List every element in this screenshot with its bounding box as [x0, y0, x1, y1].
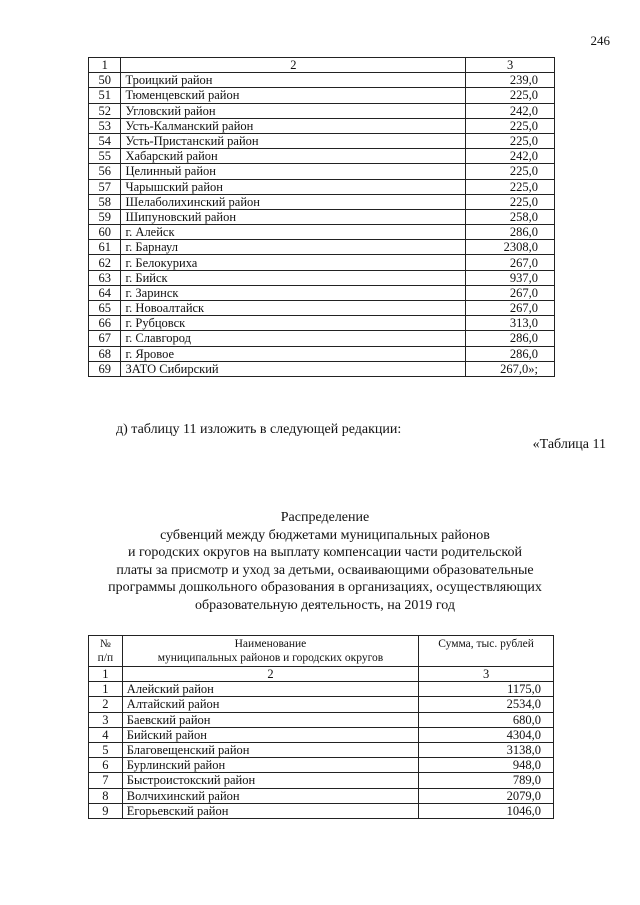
- row-name: Волчихинский район: [122, 788, 418, 803]
- row-name: Троицкий район: [121, 73, 466, 88]
- row-name: Целинный район: [121, 164, 466, 179]
- row-number: 52: [89, 103, 121, 118]
- row-name: Быстроистокский район: [122, 773, 418, 788]
- row-name: Баевский район: [122, 712, 418, 727]
- row-value: 258,0: [466, 209, 555, 224]
- header-text: муниципальных районов и городских округов: [157, 652, 384, 664]
- row-value: 242,0: [466, 149, 555, 164]
- table-row: [89, 255, 555, 270]
- row-number: 66: [89, 316, 121, 331]
- title-line: и городских округов на выплату компенсации части родительской: [128, 545, 522, 560]
- row-name: Угловский район: [121, 103, 466, 118]
- row-name: г. Славгород: [121, 331, 466, 346]
- column-number: 1: [89, 667, 123, 682]
- header-cell-name: [122, 636, 418, 667]
- title-line: программы дошкольного образования в организациях, осуществляющих: [108, 580, 542, 595]
- row-value: 267,0: [466, 255, 555, 270]
- row-name: г. Заринск: [121, 285, 466, 300]
- row-number: 2: [89, 697, 123, 712]
- row-number: 8: [89, 788, 123, 803]
- row-value: 313,0: [466, 316, 555, 331]
- table-header-row: [89, 636, 554, 667]
- header-text: №: [99, 638, 111, 650]
- row-number: 53: [89, 118, 121, 133]
- row-name: Алтайский район: [122, 697, 418, 712]
- table-row: [89, 773, 554, 788]
- table-row: [89, 209, 555, 224]
- row-value: 286,0: [466, 331, 555, 346]
- row-number: 60: [89, 225, 121, 240]
- row-value: 2308,0: [466, 240, 555, 255]
- header-text: п/п: [97, 652, 114, 664]
- row-value: 937,0: [466, 270, 555, 285]
- row-value: 267,0: [466, 285, 555, 300]
- row-name: Шелаболихинский район: [121, 194, 466, 209]
- table-row: [89, 697, 554, 712]
- row-number: 57: [89, 179, 121, 194]
- header-cell-amount: Сумма, тыс. рублей: [419, 636, 554, 667]
- row-value: 4304,0: [419, 727, 554, 742]
- row-name: Чарышский район: [121, 179, 466, 194]
- column-number-row: [89, 667, 554, 682]
- row-name: г. Яровое: [121, 346, 466, 361]
- row-value: 225,0: [466, 88, 555, 103]
- table-row: [89, 270, 555, 285]
- table-row: [89, 742, 554, 757]
- title-line: платы за присмотр и уход за детьми, осваивающими образовательные: [116, 562, 534, 578]
- row-number: 3: [89, 712, 123, 727]
- column-number: 2: [122, 667, 418, 682]
- row-number: 50: [89, 73, 121, 88]
- table-row: [89, 758, 554, 773]
- row-number: 69: [89, 361, 121, 376]
- row-value: 789,0: [419, 773, 554, 788]
- table-row: [89, 727, 554, 742]
- column-number: 1: [89, 58, 121, 73]
- table-row: [89, 149, 555, 164]
- column-number-row: [89, 58, 555, 73]
- distribution-table: [88, 635, 554, 819]
- row-number: 58: [89, 194, 121, 209]
- title-line: Распределение: [280, 510, 370, 525]
- header-cell-number: [89, 636, 123, 667]
- table-label: «Таблица 11: [532, 437, 606, 452]
- row-name: Алейский район: [122, 682, 418, 697]
- row-value: 225,0: [466, 118, 555, 133]
- row-name: Благовещенский район: [122, 742, 418, 757]
- row-value: 267,0»;: [466, 361, 555, 376]
- row-number: 55: [89, 149, 121, 164]
- row-value: 2534,0: [419, 697, 554, 712]
- row-name: Усть-Калманский район: [121, 118, 466, 133]
- row-name: г. Барнаул: [121, 240, 466, 255]
- table-row: [89, 316, 555, 331]
- row-number: 9: [89, 803, 123, 818]
- header-text: Наименование: [234, 638, 307, 650]
- row-number: 56: [89, 164, 121, 179]
- table-row: [89, 73, 555, 88]
- row-value: 1046,0: [419, 803, 554, 818]
- row-number: 51: [89, 88, 121, 103]
- row-number: 6: [89, 758, 123, 773]
- table-row: [89, 103, 555, 118]
- row-value: 242,0: [466, 103, 555, 118]
- row-name: Бийский район: [122, 727, 418, 742]
- row-value: 225,0: [466, 133, 555, 148]
- table-row: [89, 194, 555, 209]
- column-number: 3: [466, 58, 555, 73]
- row-name: Хабарский район: [121, 149, 466, 164]
- row-value: 225,0: [466, 194, 555, 209]
- row-number: 7: [89, 773, 123, 788]
- table-row: [89, 118, 555, 133]
- row-name: Шипуновский район: [121, 209, 466, 224]
- row-value: 267,0: [466, 301, 555, 316]
- row-number: 65: [89, 301, 121, 316]
- row-value: 3138,0: [419, 742, 554, 757]
- row-value: 286,0: [466, 346, 555, 361]
- row-value: 948,0: [419, 758, 554, 773]
- row-name: ЗАТО Сибирский: [121, 361, 466, 376]
- table-row: [89, 133, 555, 148]
- title-line: субвенций между бюджетами муниципальных районов: [160, 527, 490, 543]
- row-number: 54: [89, 133, 121, 148]
- row-name: г. Бийск: [121, 270, 466, 285]
- row-number: 63: [89, 270, 121, 285]
- row-name: г. Рубцовск: [121, 316, 466, 331]
- table-row: [89, 285, 555, 300]
- row-value: 1175,0: [419, 682, 554, 697]
- table-row: [89, 164, 555, 179]
- table-row: [89, 301, 555, 316]
- row-number: 68: [89, 346, 121, 361]
- row-name: Усть-Пристанский район: [121, 133, 466, 148]
- row-name: г. Алейск: [121, 225, 466, 240]
- table-row: [89, 712, 554, 727]
- subsidy-table-continued: [88, 57, 555, 377]
- row-value: 680,0: [419, 712, 554, 727]
- column-number: 3: [419, 667, 554, 682]
- row-name: Егорьевский район: [122, 803, 418, 818]
- row-name: Тюменцевский район: [121, 88, 466, 103]
- page-number: 246: [590, 33, 610, 48]
- row-value: 239,0: [466, 73, 555, 88]
- row-number: 59: [89, 209, 121, 224]
- table-row: [89, 240, 555, 255]
- table-row: [89, 225, 555, 240]
- table-row: [89, 682, 554, 697]
- table-row: [89, 331, 555, 346]
- title-line: образовательную деятельность, на 2019 год: [194, 597, 456, 613]
- row-number: 67: [89, 331, 121, 346]
- row-number: 64: [89, 285, 121, 300]
- row-number: 4: [89, 727, 123, 742]
- row-name: Бурлинский район: [122, 758, 418, 773]
- column-number: 2: [121, 58, 466, 73]
- row-value: 225,0: [466, 164, 555, 179]
- row-value: 225,0: [466, 179, 555, 194]
- row-name: г. Новоалтайск: [121, 301, 466, 316]
- row-number: 5: [89, 742, 123, 757]
- table-row: [89, 346, 555, 361]
- table-row: [89, 361, 555, 376]
- row-number: 62: [89, 255, 121, 270]
- row-number: 61: [89, 240, 121, 255]
- amendment-text: д) таблицу 11 изложить в следующей редакции:: [116, 422, 402, 437]
- table-row: [89, 88, 555, 103]
- table-row: [89, 788, 554, 803]
- row-value: 2079,0: [419, 788, 554, 803]
- row-number: 1: [89, 682, 123, 697]
- document-title: [90, 509, 560, 614]
- table-row: [89, 179, 555, 194]
- row-value: 286,0: [466, 225, 555, 240]
- table-row: [89, 803, 554, 818]
- row-name: г. Белокуриха: [121, 255, 466, 270]
